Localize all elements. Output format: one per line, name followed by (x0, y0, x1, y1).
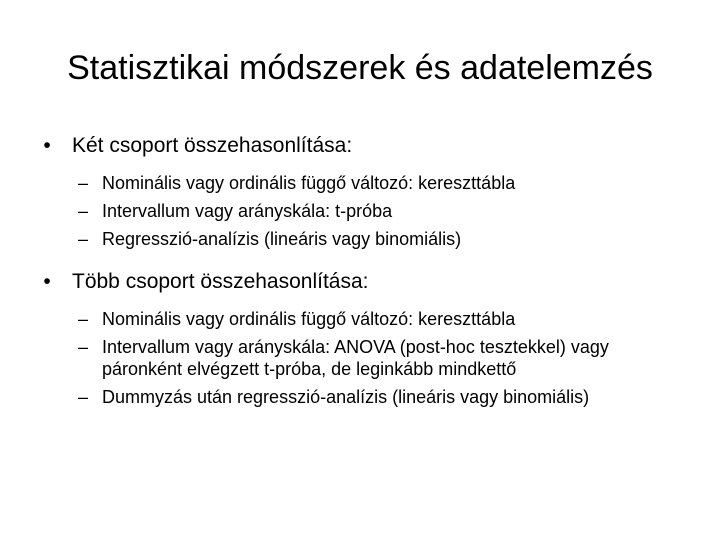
bullet-marker: • (43, 270, 51, 293)
sub-marker: – (77, 387, 88, 407)
sub-text: Nominális vagy ordinális függő változó: kereszttábla (102, 173, 516, 193)
sub-list (36, 172, 686, 250)
sub-text: Intervallum vagy arányskála: t-próba (102, 201, 393, 221)
sub-marker: – (77, 309, 88, 329)
bullet-marker: • (43, 134, 51, 157)
sub-text: Intervallum vagy arányskála: ANOVA (post-hoc tesztekkel) vagy páronként elvégzett t-próba, de leginkább mindkettő (102, 337, 609, 379)
sub-marker: – (77, 173, 88, 193)
sub-marker: – (77, 201, 88, 221)
sub-item (36, 386, 636, 408)
bullet-text: Több csoport összehasonlítása: (72, 270, 369, 293)
sub-item (36, 228, 636, 250)
sub-text: Regresszió-analízis (lineáris vagy binomiális) (102, 229, 462, 249)
slide-title: Statisztikai módszerek és adatelemzés (67, 49, 653, 87)
bullet-item (36, 132, 686, 160)
sub-item (36, 172, 636, 194)
sub-item (36, 336, 636, 380)
slide-content (36, 132, 686, 426)
sub-item (36, 200, 636, 222)
sub-marker: – (77, 337, 88, 357)
bullet-text: Két csoport összehasonlítása: (72, 134, 353, 157)
sub-text: Dummyzás után regresszió-analízis (lineáris vagy binomiális) (102, 387, 590, 407)
sub-item (36, 308, 636, 330)
sub-text: Nominális vagy ordinális függő változó: kereszttábla (102, 309, 516, 329)
sub-marker: – (77, 229, 88, 249)
bullet-item (36, 268, 686, 296)
sub-list (36, 308, 686, 408)
